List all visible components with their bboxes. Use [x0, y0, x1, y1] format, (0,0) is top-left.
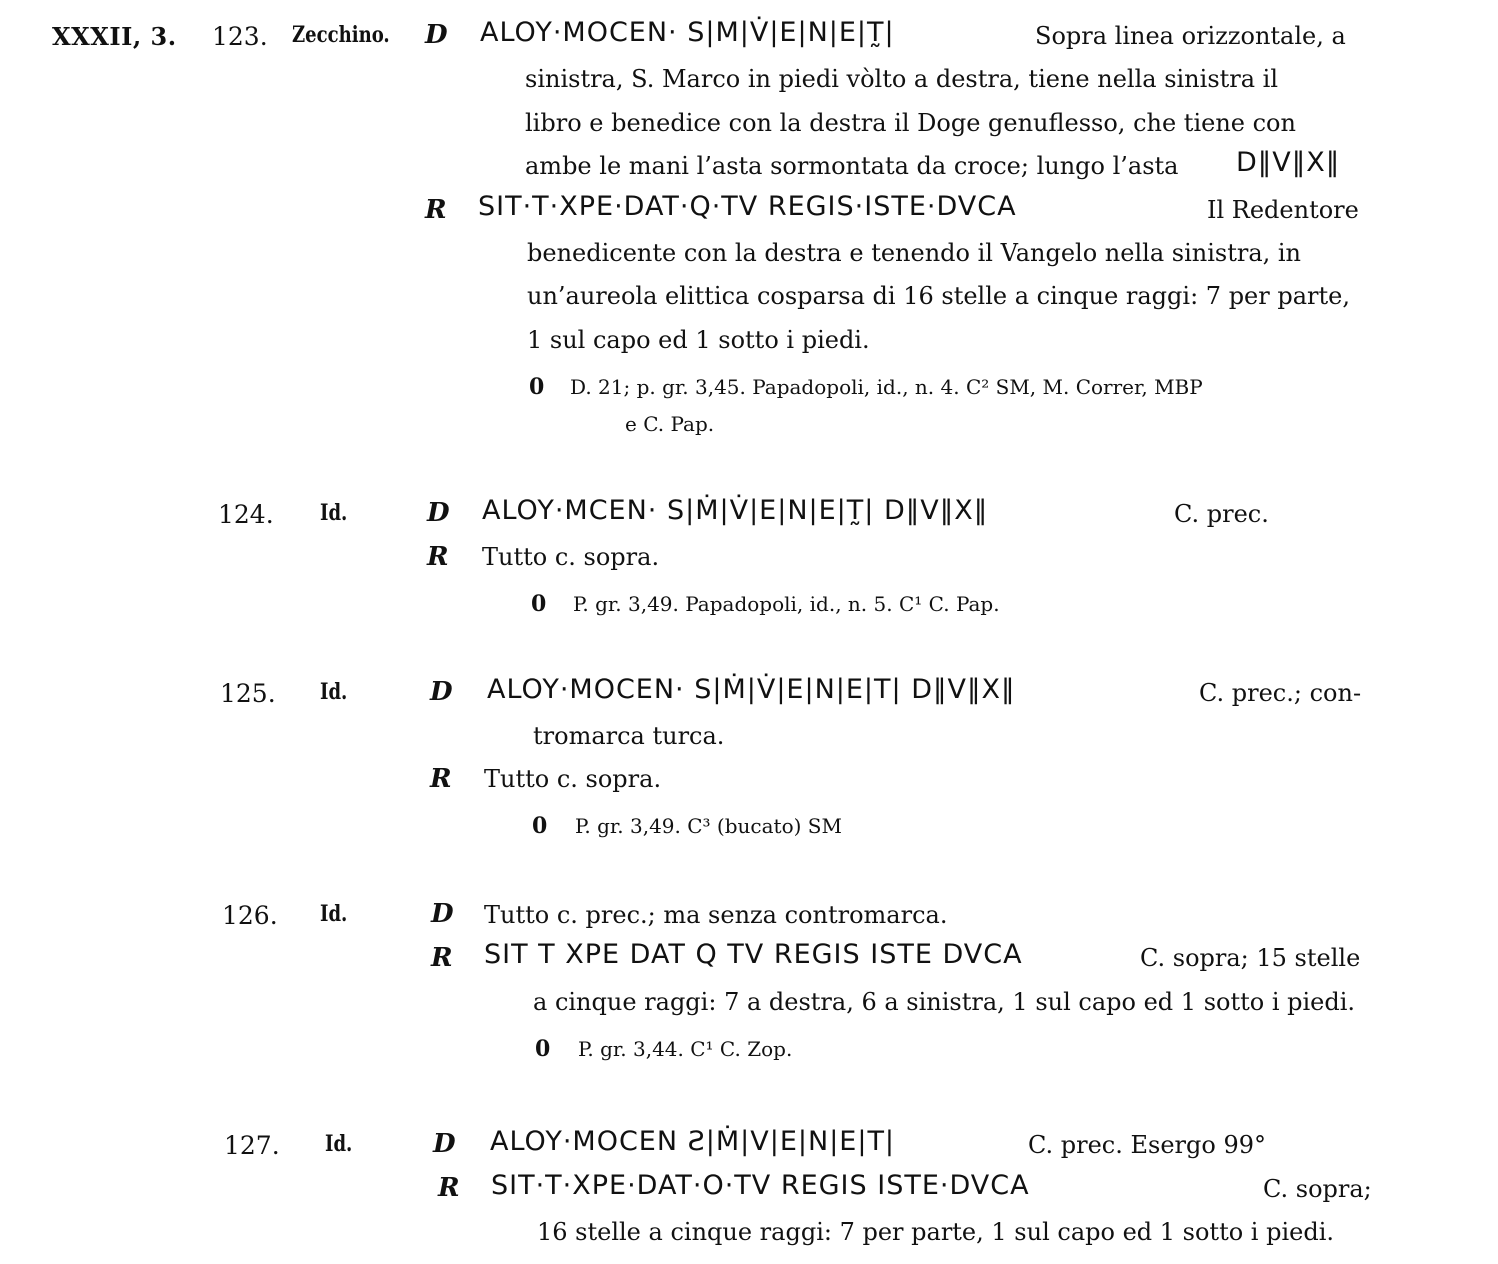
reverse-description: C. sopra;: [1263, 1175, 1372, 1203]
reverse-description: Il Redentore: [1207, 196, 1359, 224]
reverse-legend: SIT·T·XPE·DAT·Q·TV REGIS·ISTE·DVCA: [478, 191, 1017, 222]
reverse-symbol: R: [431, 943, 453, 973]
entry-number: 125.: [220, 679, 276, 708]
weight-symbol: 0: [529, 374, 545, 400]
entry-denomination: Id.: [325, 1131, 353, 1157]
obverse-legend: ALOY·MOCEN Ƨ|Ṁ|V|E|N|E|T|: [490, 1126, 896, 1157]
description-line: 1 sul capo ed 1 sotto i piedi.: [527, 326, 870, 354]
description-line: sinistra, S. Marco in piedi vòlto a destra, tiene nella sinistra il: [525, 65, 1279, 93]
series-reference: XXXII, 3.: [52, 22, 177, 51]
obverse-legend: ALOY·MOCEN· S|M|V̇|E|N|E|T̰|: [480, 17, 895, 48]
obverse-legend: ALOY·MOCEN· S|Ṁ|V̇|E|N|E|T| D‖V‖X‖: [487, 674, 1016, 705]
description-line: tromarca turca.: [533, 722, 725, 750]
description-line: un’aureola elittica cosparsa di 16 stelle a cinque raggi: 7 per parte,: [527, 282, 1350, 310]
reverse-description: Tutto c. sopra.: [482, 543, 660, 571]
reverse-description: Tutto c. sopra.: [484, 765, 662, 793]
source-reference: P. gr. 3,44. C¹ C. Zop.: [578, 1037, 793, 1061]
source-reference: D. 21; p. gr. 3,45. Papadopoli, id., n. 4. C² SM, M. Correr, MBP: [570, 375, 1203, 399]
obverse-symbol: D: [425, 20, 448, 50]
description-line: a cinque raggi: 7 a destra, 6 a sinistra, 1 sul capo ed 1 sotto i piedi.: [533, 988, 1356, 1016]
weight-symbol: 0: [535, 1036, 551, 1062]
entry-number: 124.: [218, 500, 274, 529]
obverse-symbol: D: [433, 1129, 456, 1159]
obverse-description: Sopra linea orizzontale, a: [1035, 22, 1346, 50]
obverse-description: Tutto c. prec.; ma senza contromarca.: [484, 901, 948, 929]
reverse-symbol: R: [427, 542, 449, 572]
entry-number: 123.: [212, 22, 268, 51]
obverse-description: C. prec. Esergo 99°: [1028, 1131, 1266, 1159]
entry-denomination: Id.: [320, 901, 348, 927]
reverse-description: C. sopra; 15 stelle: [1140, 944, 1361, 972]
description-line: benedicente con la destra e tenendo il Vangelo nella sinistra, in: [527, 239, 1302, 267]
weight-symbol: 0: [532, 813, 548, 839]
reverse-symbol: R: [430, 764, 452, 794]
entry-denomination: Zecchino.: [292, 22, 390, 48]
obverse-description: C. prec.: [1174, 500, 1269, 528]
entry-denomination: Id.: [320, 679, 348, 705]
obverse-symbol: D: [431, 899, 454, 929]
entry-denomination: Id.: [320, 500, 348, 526]
obverse-legend: D‖V‖X‖: [1236, 147, 1341, 178]
obverse-symbol: D: [430, 677, 453, 707]
reverse-legend: SIT T XPE DAT Q TV REGIS ISTE DVCA: [484, 939, 1023, 970]
reverse-symbol: R: [425, 195, 447, 225]
weight-symbol: 0: [531, 591, 547, 617]
source-reference: P. gr. 3,49. C³ (bucato) SM: [575, 814, 842, 838]
source-reference: P. gr. 3,49. Papadopoli, id., n. 5. C¹ C. Pap.: [573, 592, 1000, 616]
description-line: 16 stelle a cinque raggi: 7 per parte, 1 sul capo ed 1 sotto i piedi.: [537, 1218, 1335, 1246]
reverse-legend: SIT·T·XPE·DAT·O·TV REGIS ISTE·DVCA: [491, 1170, 1030, 1201]
source-reference: e C. Pap.: [625, 412, 715, 436]
entry-number: 126.: [222, 901, 278, 930]
obverse-description: C. prec.; con-: [1199, 679, 1362, 707]
entry-number: 127.: [224, 1131, 280, 1160]
obverse-legend: ALOY·MCEN· S|Ṁ|V̇|E|N|E|T̰| D‖V‖X‖: [482, 495, 989, 526]
obverse-symbol: D: [427, 498, 450, 528]
description-line: libro e benedice con la destra il Doge genuflesso, che tiene con: [525, 109, 1296, 137]
reverse-symbol: R: [438, 1173, 460, 1203]
description-line: ambe le mani l’asta sormontata da croce; lungo l’asta: [525, 152, 1179, 180]
